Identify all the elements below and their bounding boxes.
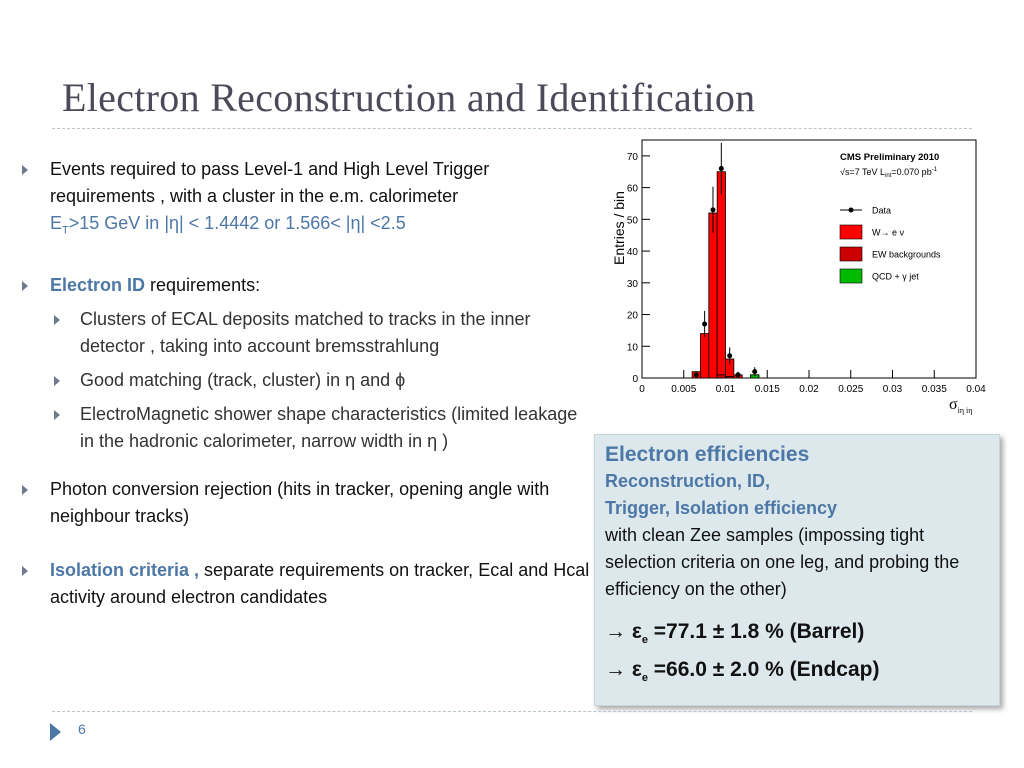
box-body: with clean Zee samples (impossing tight selection criteria on one leg, and probing the efficiency on the other) bbox=[605, 525, 960, 599]
bullet-text: Photon conversion rejection (hits in tracker, opening angle with neighbour tracks) bbox=[50, 478, 550, 526]
sub-bullet-matching bbox=[20, 367, 590, 394]
legend-swatch bbox=[840, 225, 862, 239]
data-point bbox=[719, 166, 724, 171]
bullet-text: requirements , with a cluster in the e.m. calorimeter bbox=[50, 186, 459, 206]
y-tick-label: 30 bbox=[626, 278, 638, 290]
sub-bullet-text: Clusters of ECAL deposits matched to tracks in the inner detector , taking into account bremsstrahlung bbox=[80, 308, 531, 356]
efficiency-barrel: → $\varepsilon_e =77.1 \pm 1.8$ % (Barrel) bbox=[605, 620, 865, 647]
box-subtitle: Reconstruction, ID, bbox=[605, 471, 771, 491]
x-tick-label: 0.01 bbox=[715, 384, 736, 395]
legend-label: W→ e ν bbox=[872, 227, 905, 238]
bullet-arrow-icon bbox=[22, 281, 28, 291]
data-point bbox=[727, 353, 732, 358]
y-axis-label: Entries / bin bbox=[611, 191, 627, 265]
sub-bullet-arrow-icon bbox=[54, 315, 60, 325]
bullet-arrow-icon bbox=[22, 165, 28, 175]
chart-header-line1: CMS Preliminary 2010 bbox=[840, 152, 940, 163]
data-point bbox=[702, 322, 707, 327]
data-point bbox=[736, 372, 741, 377]
chart-header-line2: √s=7 TeV $L_{int}=0.070$ $pb^{-1}$ bbox=[840, 167, 938, 179]
x-axis-label: $\sigma_{i\eta i\eta}$ bbox=[949, 396, 973, 415]
footer-divider bbox=[52, 711, 972, 712]
sigma-ieta-ieta-histogram bbox=[606, 138, 986, 416]
efficiency-endcap: → $\varepsilon_e =66.0 \pm 2.0$ % (Endcap) bbox=[605, 658, 880, 685]
y-tick-label: 10 bbox=[626, 342, 638, 354]
et-cut-text: $E_T>15$ GeV in |η| < 1.4442 or 1.566< |η| <2.5 bbox=[50, 213, 406, 237]
y-tick-label: 50 bbox=[626, 215, 638, 227]
legend-label: Data bbox=[872, 205, 892, 216]
sub-bullet-text: Good matching (track, cluster) in η and ϕ bbox=[80, 369, 406, 390]
x-tick-label: 0.04 bbox=[966, 384, 986, 395]
legend-label: QCD + γ jet bbox=[872, 271, 919, 282]
data-point bbox=[752, 369, 757, 374]
x-tick-label: 0.035 bbox=[921, 384, 947, 395]
bullet-arrow-icon bbox=[22, 485, 28, 495]
slide-title: Electron Reconstruction and Identification bbox=[62, 75, 756, 120]
x-tick-label: 0 bbox=[639, 384, 645, 395]
bullet-arrow-icon bbox=[22, 566, 28, 576]
x-tick-label: 0.025 bbox=[838, 384, 864, 395]
arrow-right-icon: → bbox=[605, 658, 626, 682]
histogram-bar bbox=[717, 172, 725, 378]
box-subtitle: Trigger, Isolation efficiency bbox=[605, 498, 838, 518]
data-point bbox=[694, 372, 699, 377]
bullet-list bbox=[20, 156, 590, 611]
sub-bullet-clusters bbox=[20, 306, 590, 360]
bullet-text: Events required to pass Level-1 and High Level Trigger bbox=[50, 159, 490, 179]
y-tick-label: 70 bbox=[626, 151, 638, 163]
arrow-right-icon: → bbox=[605, 620, 626, 643]
title-divider bbox=[52, 128, 972, 129]
page-number: 6 bbox=[78, 721, 86, 737]
bullet-lead: Electron ID bbox=[50, 274, 146, 295]
y-tick-label: 60 bbox=[626, 183, 638, 195]
bullet-isolation bbox=[20, 557, 590, 611]
sub-bullet-shower-shape bbox=[20, 401, 590, 455]
y-tick-label: 20 bbox=[626, 310, 638, 322]
bullet-electron-id bbox=[20, 272, 590, 299]
page-arrow-icon bbox=[50, 723, 61, 741]
x-tick-label: 0.02 bbox=[799, 384, 819, 395]
bullet-trigger bbox=[20, 156, 590, 245]
histogram-bar bbox=[726, 376, 734, 378]
sub-bullet-arrow-icon bbox=[54, 376, 60, 386]
sub-bullet-arrow-icon bbox=[54, 410, 60, 420]
efficiency-box bbox=[594, 434, 1000, 706]
x-tick-label: 0.015 bbox=[754, 384, 780, 395]
data-point bbox=[710, 207, 715, 212]
box-title: Electron efficiencies bbox=[605, 443, 810, 466]
y-tick-label: 0 bbox=[632, 374, 638, 385]
y-tick-label: 40 bbox=[626, 247, 638, 259]
histogram-bar bbox=[709, 213, 717, 378]
sub-bullet-text: ElectroMagnetic shower shape characteristics (limited leakage in the hadronic calorimeter, narrow width in η ) bbox=[80, 403, 578, 451]
histogram-bar bbox=[700, 334, 708, 378]
legend-marker bbox=[849, 208, 854, 213]
bullet-text: separate requirements on tracker, Ecal and Hcal activity around electron candidates bbox=[50, 559, 590, 607]
histogram-bar bbox=[717, 375, 725, 378]
x-tick-label: 0.03 bbox=[882, 384, 903, 395]
bullet-lead: Isolation criteria , bbox=[50, 559, 200, 580]
legend-swatch bbox=[840, 269, 862, 283]
legend-swatch bbox=[840, 247, 862, 261]
bullet-text: requirements: bbox=[145, 274, 261, 295]
x-tick-label: 0.005 bbox=[671, 384, 697, 395]
legend-label: EW backgrounds bbox=[872, 249, 941, 260]
bullet-photon-conversion bbox=[20, 476, 590, 530]
